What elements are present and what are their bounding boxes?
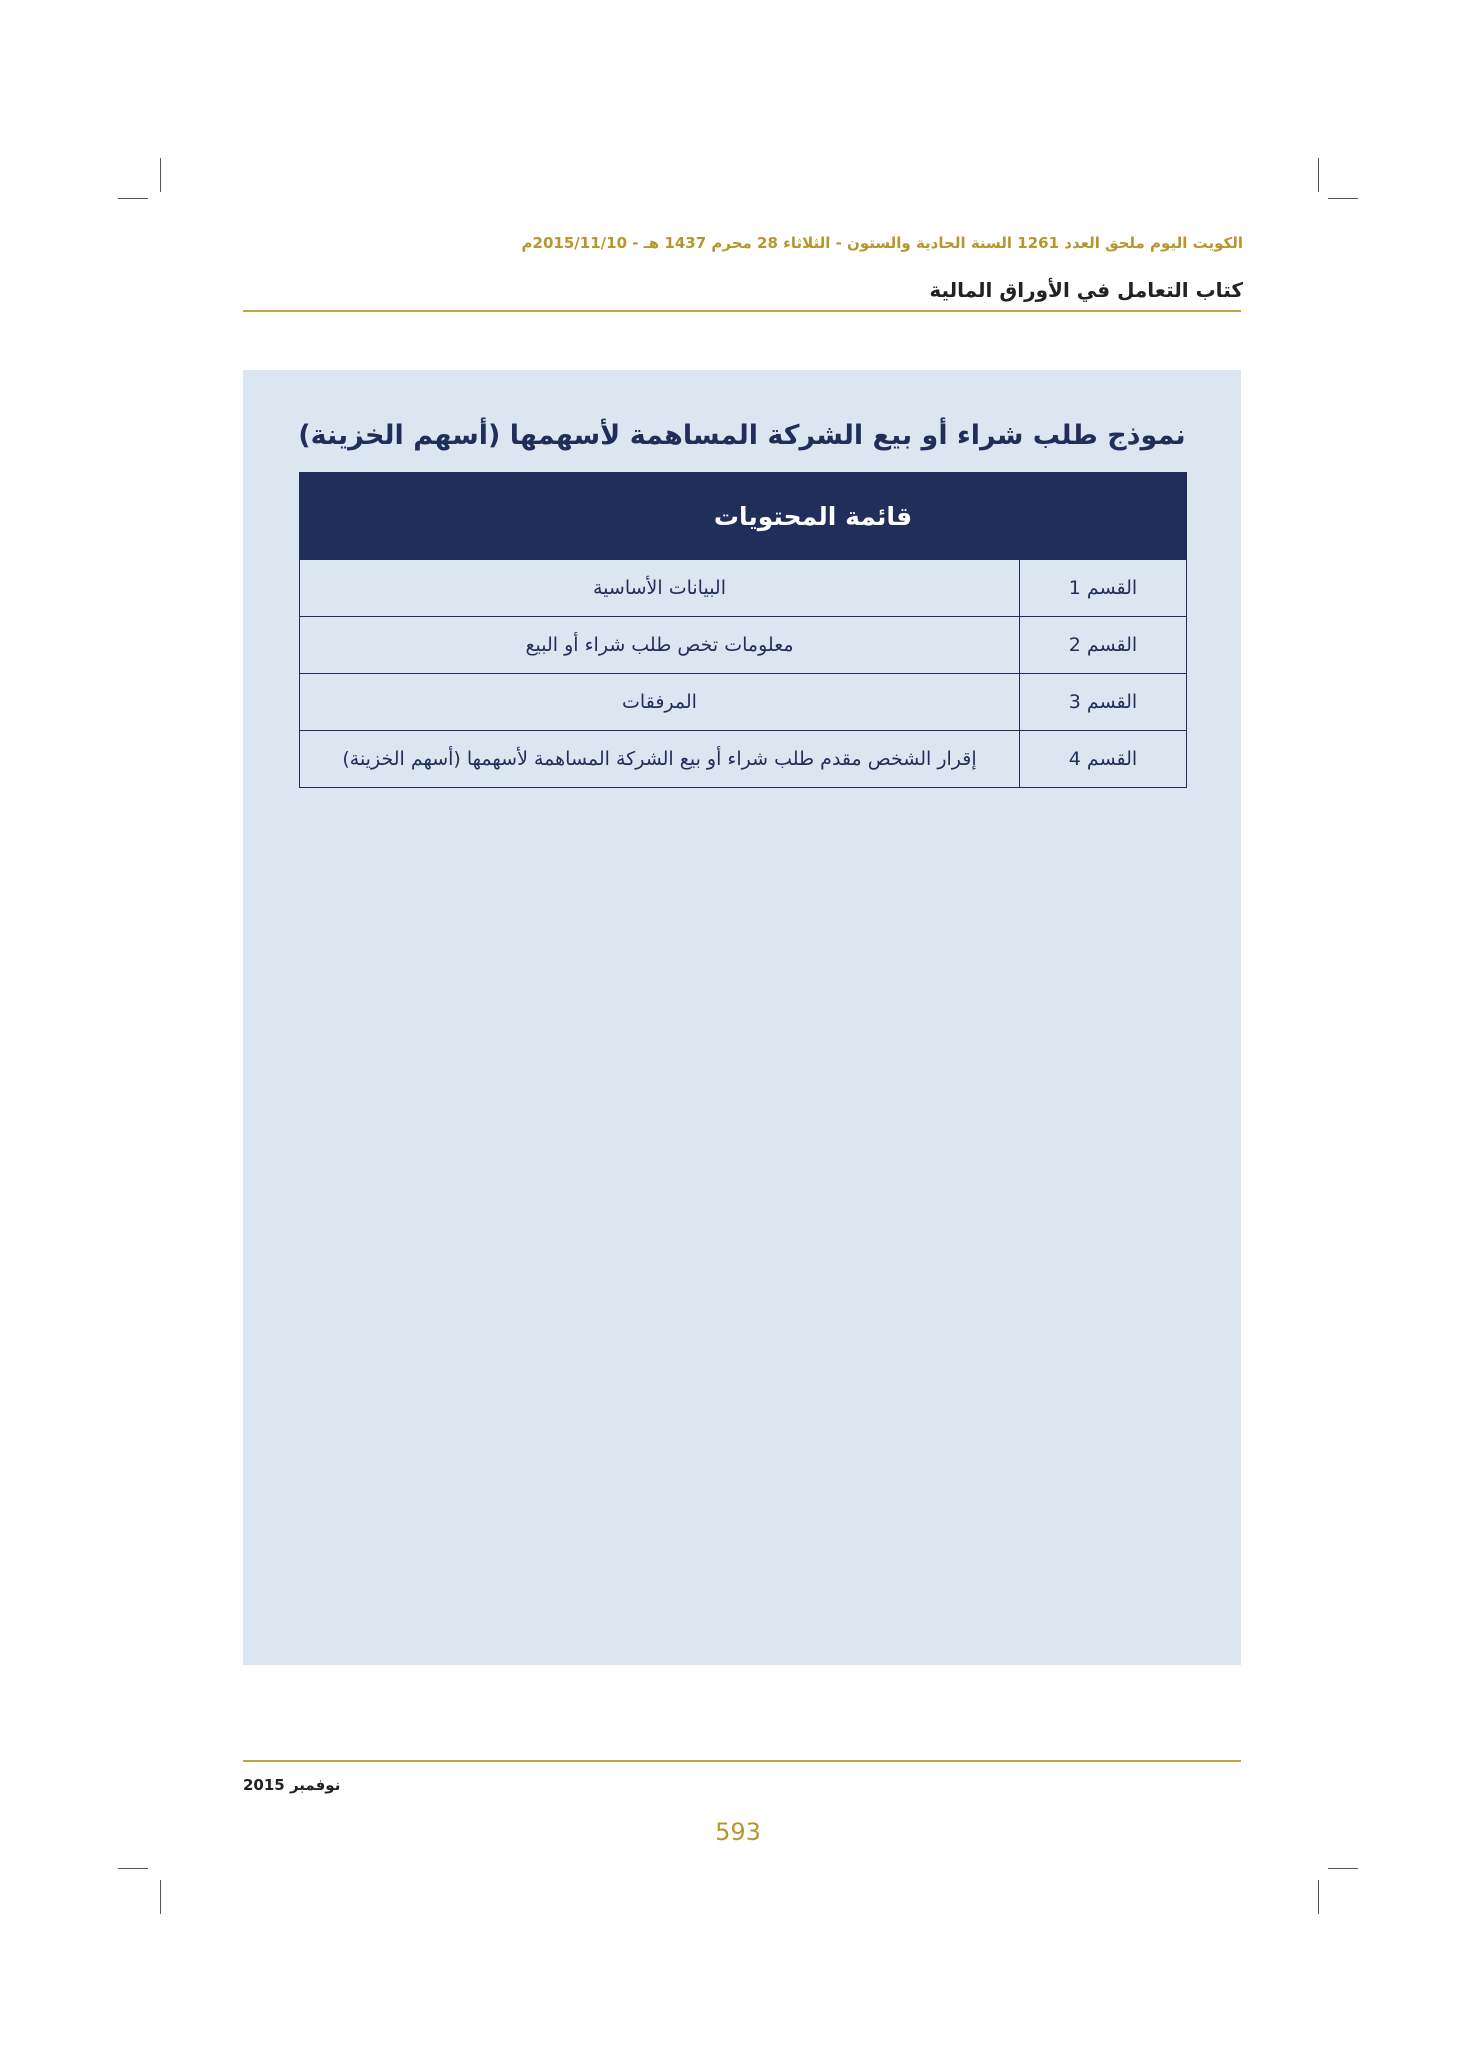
book-title: كتاب التعامل في الأوراق المالية (929, 278, 1243, 302)
toc-row (300, 559, 1186, 616)
crop-mark (160, 158, 161, 192)
toc-section: القسم 3 (1019, 674, 1186, 730)
crop-mark (1318, 158, 1319, 192)
toc-row (300, 616, 1186, 673)
toc-description: المرفقات (622, 691, 697, 713)
crop-mark (1318, 1880, 1319, 1914)
footer-date: نوفمبر 2015 (243, 1776, 341, 1794)
toc-description: إقرار الشخص مقدم طلب شراء أو بيع الشركة المساهمة لأسهمها (أسهم الخزينة) (342, 748, 977, 770)
form-title: نموذج طلب شراء أو بيع الشركة المساهمة لأسهمها (أسهم الخزينة) (298, 420, 1186, 451)
toc-row (300, 730, 1186, 787)
crop-mark (1328, 1868, 1358, 1869)
toc-description: معلومات تخص طلب شراء أو البيع (525, 634, 794, 656)
toc-title: قائمة المحتويات (300, 473, 1186, 559)
toc-section: القسم 4 (1019, 731, 1186, 787)
toc-row (300, 673, 1186, 730)
toc-table (299, 472, 1187, 788)
crop-mark (118, 1868, 148, 1869)
publication-line: الكويت اليوم ملحق العدد 1261 السنة الحادية والستون - الثلاثاء 28 محرم 1437 هـ - 2015/11/10م (521, 234, 1243, 252)
crop-mark (118, 198, 148, 199)
footer-rule (243, 1760, 1241, 1762)
toc-description: البيانات الأساسية (593, 577, 726, 599)
toc-section: القسم 1 (1019, 560, 1186, 616)
header-rule (243, 310, 1241, 312)
toc-section: القسم 2 (1019, 617, 1186, 673)
page-number: 593 (715, 1818, 761, 1846)
crop-mark (160, 1880, 161, 1914)
crop-mark (1328, 198, 1358, 199)
form-panel (243, 370, 1241, 1665)
